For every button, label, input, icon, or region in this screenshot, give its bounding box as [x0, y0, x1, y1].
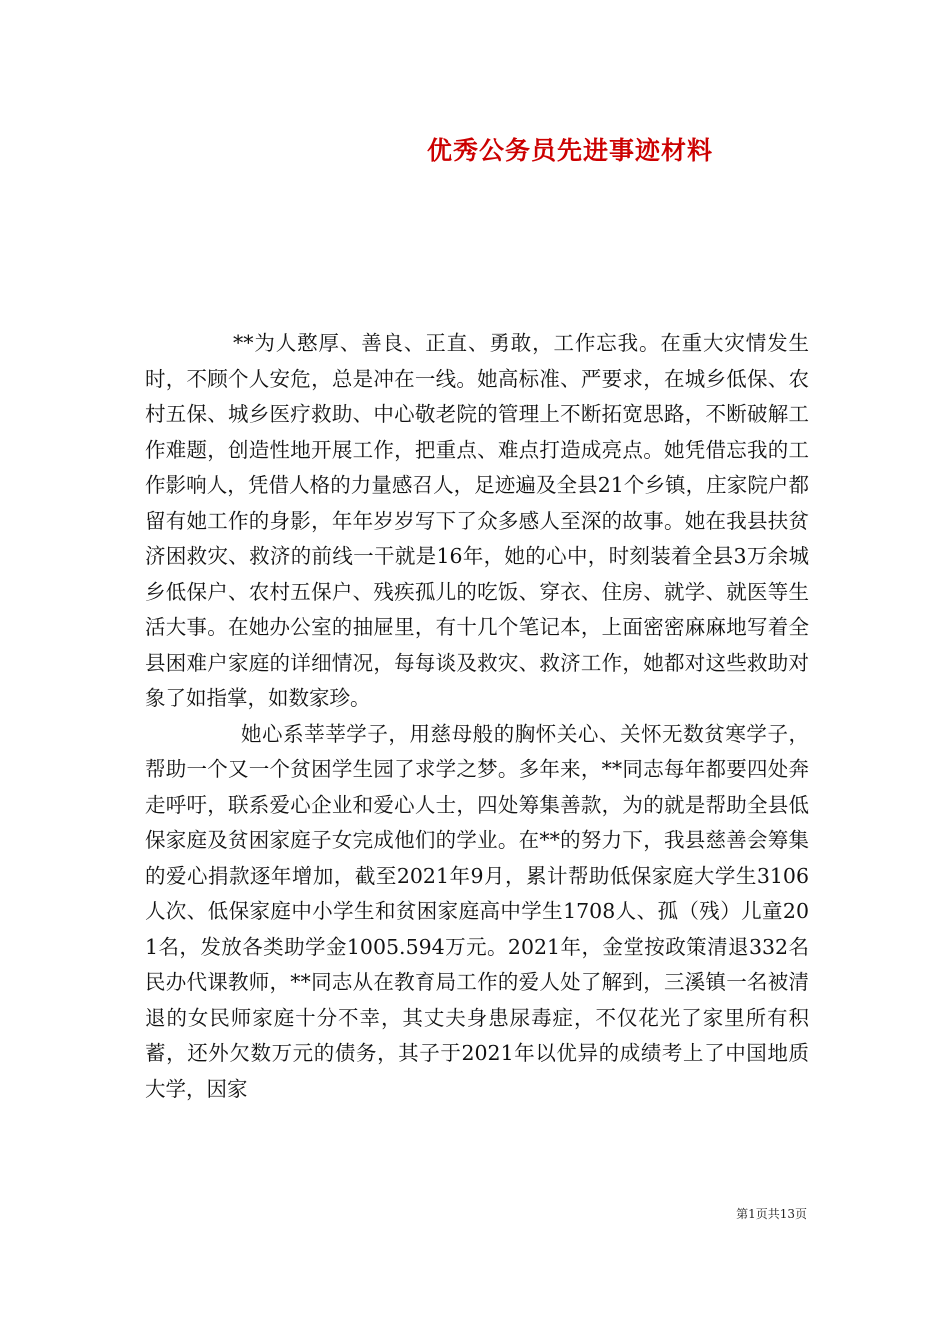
document-body: [145, 326, 809, 1107]
body-paragraph-1: **为人憨厚、善良、正直、勇敢，工作忘我。在重大灾情发生时，不顾个人安危，总是冲在一线。她高标准、严要求，在城乡低保、农村五保、城乡医疗救助、中心敬老院的管理上不断拓宽思路，不断破解工作难题，创造性地开展工作，把重点、难点打造成亮点。她凭借忘我的工作影响人，凭借人格的力量感召人，足迹遍及全县21个乡镇，庄家院户都留有她工作的身影，年年岁岁写下了众多感人至深的故事。她在我县扶贫济困救灾、救济的前线一干就是16年，她的心中，时刻装着全县3万余城乡低保户、农村五保户、残疾孤儿的吃饭、穿衣、住房、就学、就医等生活大事。在她办公室的抽屉里，有十几个笔记本，上面密密麻麻地写着全县困难户家庭的详细情况，每每谈及救灾、救济工作，她都对这些救助对象了如指掌，如数家珍。: [145, 331, 809, 710]
document-title: 优秀公务员先进事迹材料: [426, 136, 713, 165]
page-number-footer: 第1页共13页: [736, 1207, 807, 1221]
body-paragraph-2: 她心系莘莘学子，用慈母般的胸怀关心、关怀无数贫寒学子，帮助一个又一个贫困学生园了求学之梦。多年来，**同志每年都要四处奔走呼吁，联系爱心企业和爱心人士，四处筹集善款，为的就是帮助全县低保家庭及贫困家庭子女完成他们的学业。在**的努力下，我县慈善会筹集的爱心捐款逐年增加，截至2021年9月，累计帮助低保家庭大学生3106人次、低保家庭中小学生和贫困家庭高中学生1708人、孤（残）儿童201名，发放各类助学金1005.594万元。2021年，金堂按政策清退332名民办代课教师，**同志从在教育局工作的爱人处了解到，三溪镇一名被清退的女民师家庭十分不幸，其丈夫身患尿毒症，不仅花光了家里所有积蓄，还外欠数万元的债务，其子于2021年以优异的成绩考上了中国地质大学，因家: [145, 721, 809, 1101]
